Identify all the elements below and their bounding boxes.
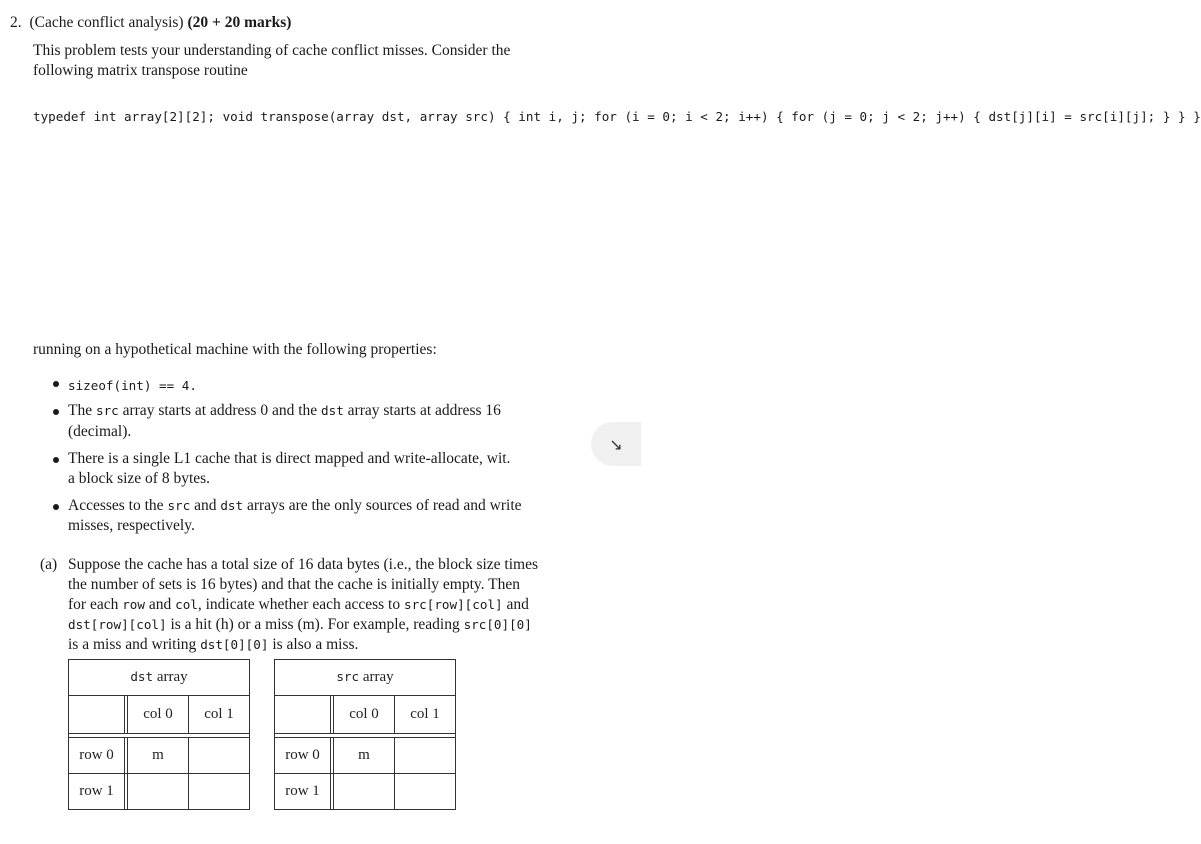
code-line: void transpose(array dst, array src) { [222,109,511,124]
bullet-3-line-2: a block size of 8 bytes. [68,470,211,487]
col-header: col 1 [395,696,456,734]
bullet-icon [53,381,59,387]
answer-cell[interactable] [128,774,189,810]
src-access-code: src[row][col] [404,597,503,612]
corner-cell [69,696,125,734]
part-a-line-1: Suppose the cache has a total size of 16 data bytes (i.e., the block size times [68,556,539,573]
col-header: col 0 [128,696,189,734]
question-marks: (20 + 20 marks) [187,14,292,31]
row-header: row 1 [275,774,331,810]
bullet-icon [53,409,59,415]
answer-cell[interactable] [189,738,250,774]
code-block [33,108,1201,127]
code-line: } [1178,109,1186,124]
dst-table-title: dst array [69,660,250,696]
dst-access-code: dst[row][col] [68,617,167,632]
intro-line-2: following matrix transpose routine [33,62,248,79]
bullet-2-line-1: The src array starts at address 0 and the dst array starts at address 16 [68,402,501,419]
question-heading [10,14,291,32]
part-a-line-3: for each row and col, indicate whether each access to src[row][col] and [68,596,529,613]
side-marker-icon[interactable]: ↘ [591,422,641,466]
intro-line-1: This problem tests your understanding of cache conflict misses. Consider the [33,42,511,59]
row-header: row 0 [69,738,125,774]
answer-cell[interactable]: m [334,738,395,774]
row-header: row 0 [275,738,331,774]
part-a-line-5: is a miss and writing dst[0][0] is also a miss. [68,636,359,653]
code-line: typedef int array[2][2]; [33,109,215,124]
bullet-1 [68,375,197,394]
bullet-icon [53,457,59,463]
row-header: row 1 [69,774,125,810]
corner-cell [275,696,331,734]
row-code: row [122,597,145,612]
bullet-3-line-1: There is a single L1 cache that is direct mapped and write-allocate, wit. [68,450,511,467]
bullet-4-line-1: Accesses to the src and dst arrays are the only sources of read and write [68,497,522,514]
code-line: dst[j][i] = src[i][j]; [988,109,1156,124]
part-a-line-4: dst[row][col] is a hit (h) or a miss (m). For example, reading src[0][0] [68,616,532,633]
running-text: running on a hypothetical machine with the following properties: [33,341,437,358]
answer-cell[interactable] [334,774,395,810]
src-code: src [95,403,119,418]
bullet-1-code: sizeof(int) == 4. [68,378,197,393]
dst-code: dst [321,403,344,418]
code-line: int i, j; [518,109,587,124]
src-table-title: src array [275,660,456,696]
bullet-2-line-2: (decimal). [68,423,132,440]
code-line: for (i = 0; i < 2; i++) { [594,109,784,124]
col-code: col [175,597,198,612]
dst-code: dst [220,498,244,513]
answer-cell[interactable] [395,738,456,774]
answer-cell[interactable] [395,774,456,810]
question-title: (Cache conflict analysis) [29,14,184,31]
bullet-4-line-2: misses, respectively. [68,517,195,534]
dst-example-code: dst[0][0] [200,637,269,652]
answer-cell[interactable]: m [128,738,189,774]
src-table [274,659,456,810]
src-code: src [167,498,191,513]
col-header: col 1 [189,696,250,734]
code-line: } [1162,109,1171,124]
col-header: col 0 [334,696,395,734]
src-example-code: src[0][0] [463,617,532,632]
code-line: for (j = 0; j < 2; j++) { [791,109,981,124]
dst-table [68,659,250,810]
bullet-icon [53,504,59,510]
answer-cell[interactable] [189,774,250,810]
part-a-label: (a) [40,556,58,573]
part-a-line-2: the number of sets is 16 bytes) and that the cache is initially empty. Then [68,576,520,593]
question-number: 2. [10,14,22,31]
code-line: } [1193,109,1201,124]
